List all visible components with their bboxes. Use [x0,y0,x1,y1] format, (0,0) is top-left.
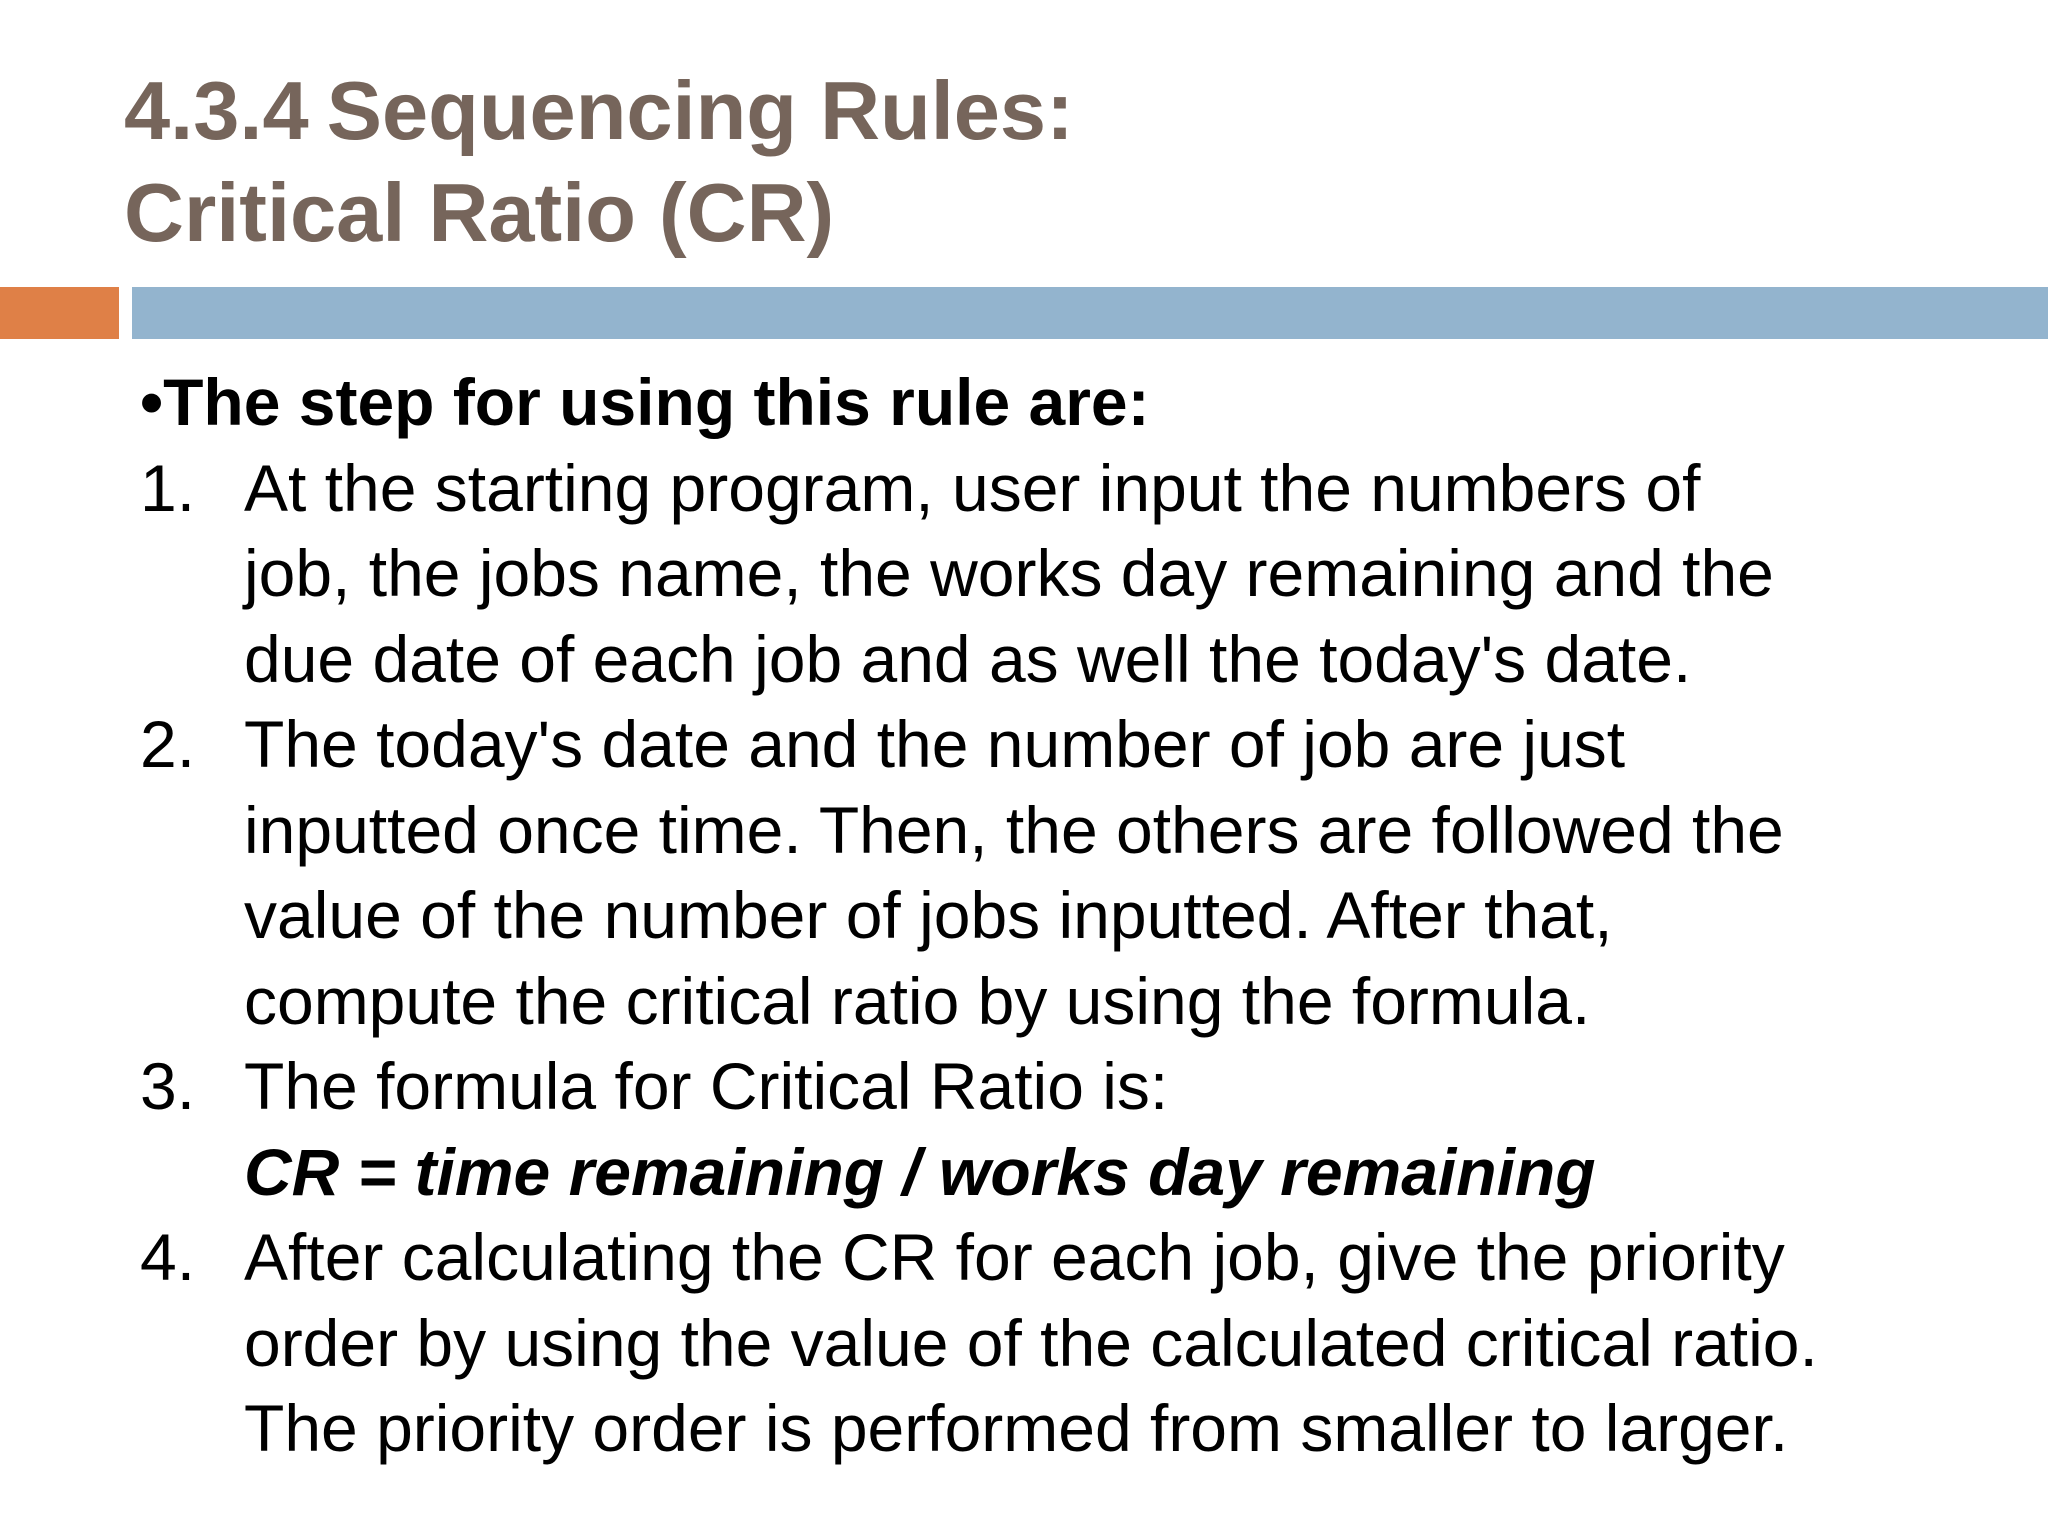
title-line-2: Critical Ratio (CR) [124,166,835,259]
step-number: 2. [140,707,196,781]
step-text-line: inputted once time. Then, the others are followed the [244,792,1784,867]
cr-formula: CR = time remaining / works day remaining [244,1134,1596,1209]
steps-list [140,446,2020,1472]
title-section-number: 4.3.4 [124,64,309,157]
step-item [140,1044,2020,1215]
title-line-1 [124,60,1074,162]
step-item [140,702,2020,1044]
step-text-line: After calculating the CR for each job, give the priority [244,1220,1785,1294]
step-text-line: job, the jobs name, the works day remaining and the [244,536,1774,610]
slide-title [124,60,1074,264]
step-item [140,446,2020,703]
step-text-line: At the starting program, user input the numbers of [244,450,1701,525]
title-text-1: Sequencing Rules: [326,64,1074,157]
orange-accent-bar [0,287,119,339]
intro-text: The step for using this rule are: [163,365,1150,439]
blue-divider-bar [132,287,2048,339]
step-text-line: The formula for Critical Ratio is: [244,1049,1169,1123]
bullet-icon: • [140,365,164,439]
step-text-line: The today's date and the number of job are just [244,707,1626,781]
step-text-line: compute the critical ratio by using the formula. [244,963,1591,1038]
step-number: 3. [140,1049,196,1123]
step-text-line: value of the number of jobs inputted. After that, [244,878,1613,952]
slide-body [140,360,2020,1472]
step-text-line: due date of each job and as well the today's date. [244,621,1692,696]
step-text-line: The priority order is performed from smaller to larger. [244,1391,1789,1465]
step-number: 1. [140,450,196,525]
intro-bullet-line [140,360,2020,446]
step-text-line: order by using the value of the calculated critical ratio. [244,1305,1818,1380]
step-item [140,1215,2020,1472]
step-number: 4. [140,1220,196,1294]
